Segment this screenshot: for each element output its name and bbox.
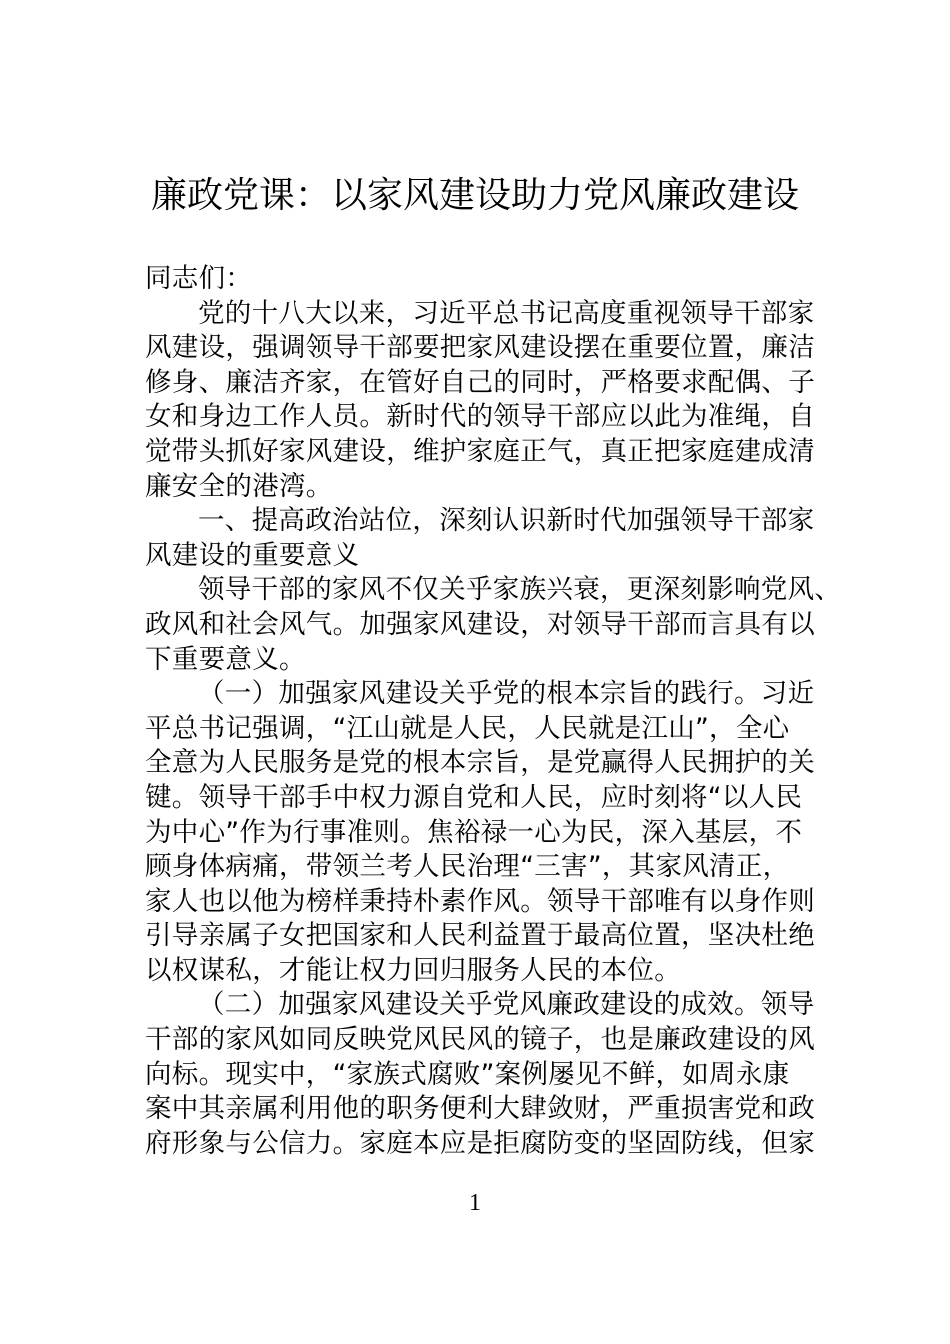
paragraph-line: 干部的家风如同反映党风民风的镜子，也是廉政建设的风 [145, 1024, 815, 1056]
paragraph-line: 政风和社会风气。加强家风建设，对领导干部而言具有以 [145, 608, 815, 640]
paragraph-line: 党的十八大以来，习近平总书记高度重视领导干部家 [198, 297, 815, 329]
paragraph-line: 全意为人民服务是党的根本宗旨，是党赢得人民拥护的关 [145, 747, 815, 779]
section-heading-line: 一、提高政治站位，深刻认识新时代加强领导干部家 [198, 505, 815, 537]
paragraph-line: 领导干部的家风不仅关乎家族兴衰，更深刻影响党风、 [198, 574, 842, 606]
paragraph-line: 廉安全的港湾。 [145, 470, 333, 502]
paragraph-line: 为中心”作为行事准则。焦裕禄一心为民，深入基层，不 [145, 816, 803, 848]
document-title: 廉政党课：以家风建设助力党风廉政建设 [150, 175, 799, 216]
paragraph-line: 风建设，强调领导干部要把家风建设摆在重要位置，廉洁 [145, 332, 815, 364]
paragraph-line: 顾身体病痛，带领兰考人民治理“三害”，其家风清正， [145, 851, 790, 883]
paragraph-line: 家人也以他为榜样秉持朴素作风。领导干部唯有以身作则 [145, 885, 815, 917]
page-number: 1 [469, 1190, 481, 1216]
paragraph-line: 女和身边工作人员。新时代的领导干部应以此为准绳，自 [145, 401, 815, 433]
section-heading-line: 风建设的重要意义 [145, 539, 360, 571]
salutation: 同志们： [145, 263, 253, 294]
paragraph-line: 府形象与公信力。家庭本应是拒腐防变的坚固防线，但家 [145, 1127, 815, 1159]
paragraph-line: 向标。现实中，“家族式腐败”案例屡见不鲜，如周永康 [145, 1058, 790, 1090]
paragraph-line: 修身、廉洁齐家，在管好自己的同时，严格要求配偶、子 [145, 366, 815, 398]
paragraph-line: 以权谋私，才能让权力回归服务人民的本位。 [145, 954, 681, 986]
paragraph-line: 平总书记强调，“江山就是人民，人民就是江山”，全心 [145, 712, 790, 744]
paragraph-line: 引导亲属子女把国家和人民利益置于最高位置，坚决杜绝 [145, 920, 815, 952]
paragraph-line: （一）加强家风建设关乎党的根本宗旨的践行。习近 [198, 678, 815, 710]
paragraph-line: 案中其亲属利用他的职务便利大肆敛财，严重损害党和政 [145, 1093, 815, 1125]
paragraph-line: 键。领导干部手中权力源自党和人民，应时刻将“以人民 [145, 781, 803, 813]
paragraph-line: 下重要意义。 [145, 643, 306, 675]
document-body [145, 262, 842, 1161]
paragraph-line: 觉带头抓好家风建设，维护家庭正气，真正把家庭建成清 [145, 435, 815, 467]
paragraph-line: （二）加强家风建设关乎党风廉政建设的成效。领导 [198, 989, 815, 1021]
